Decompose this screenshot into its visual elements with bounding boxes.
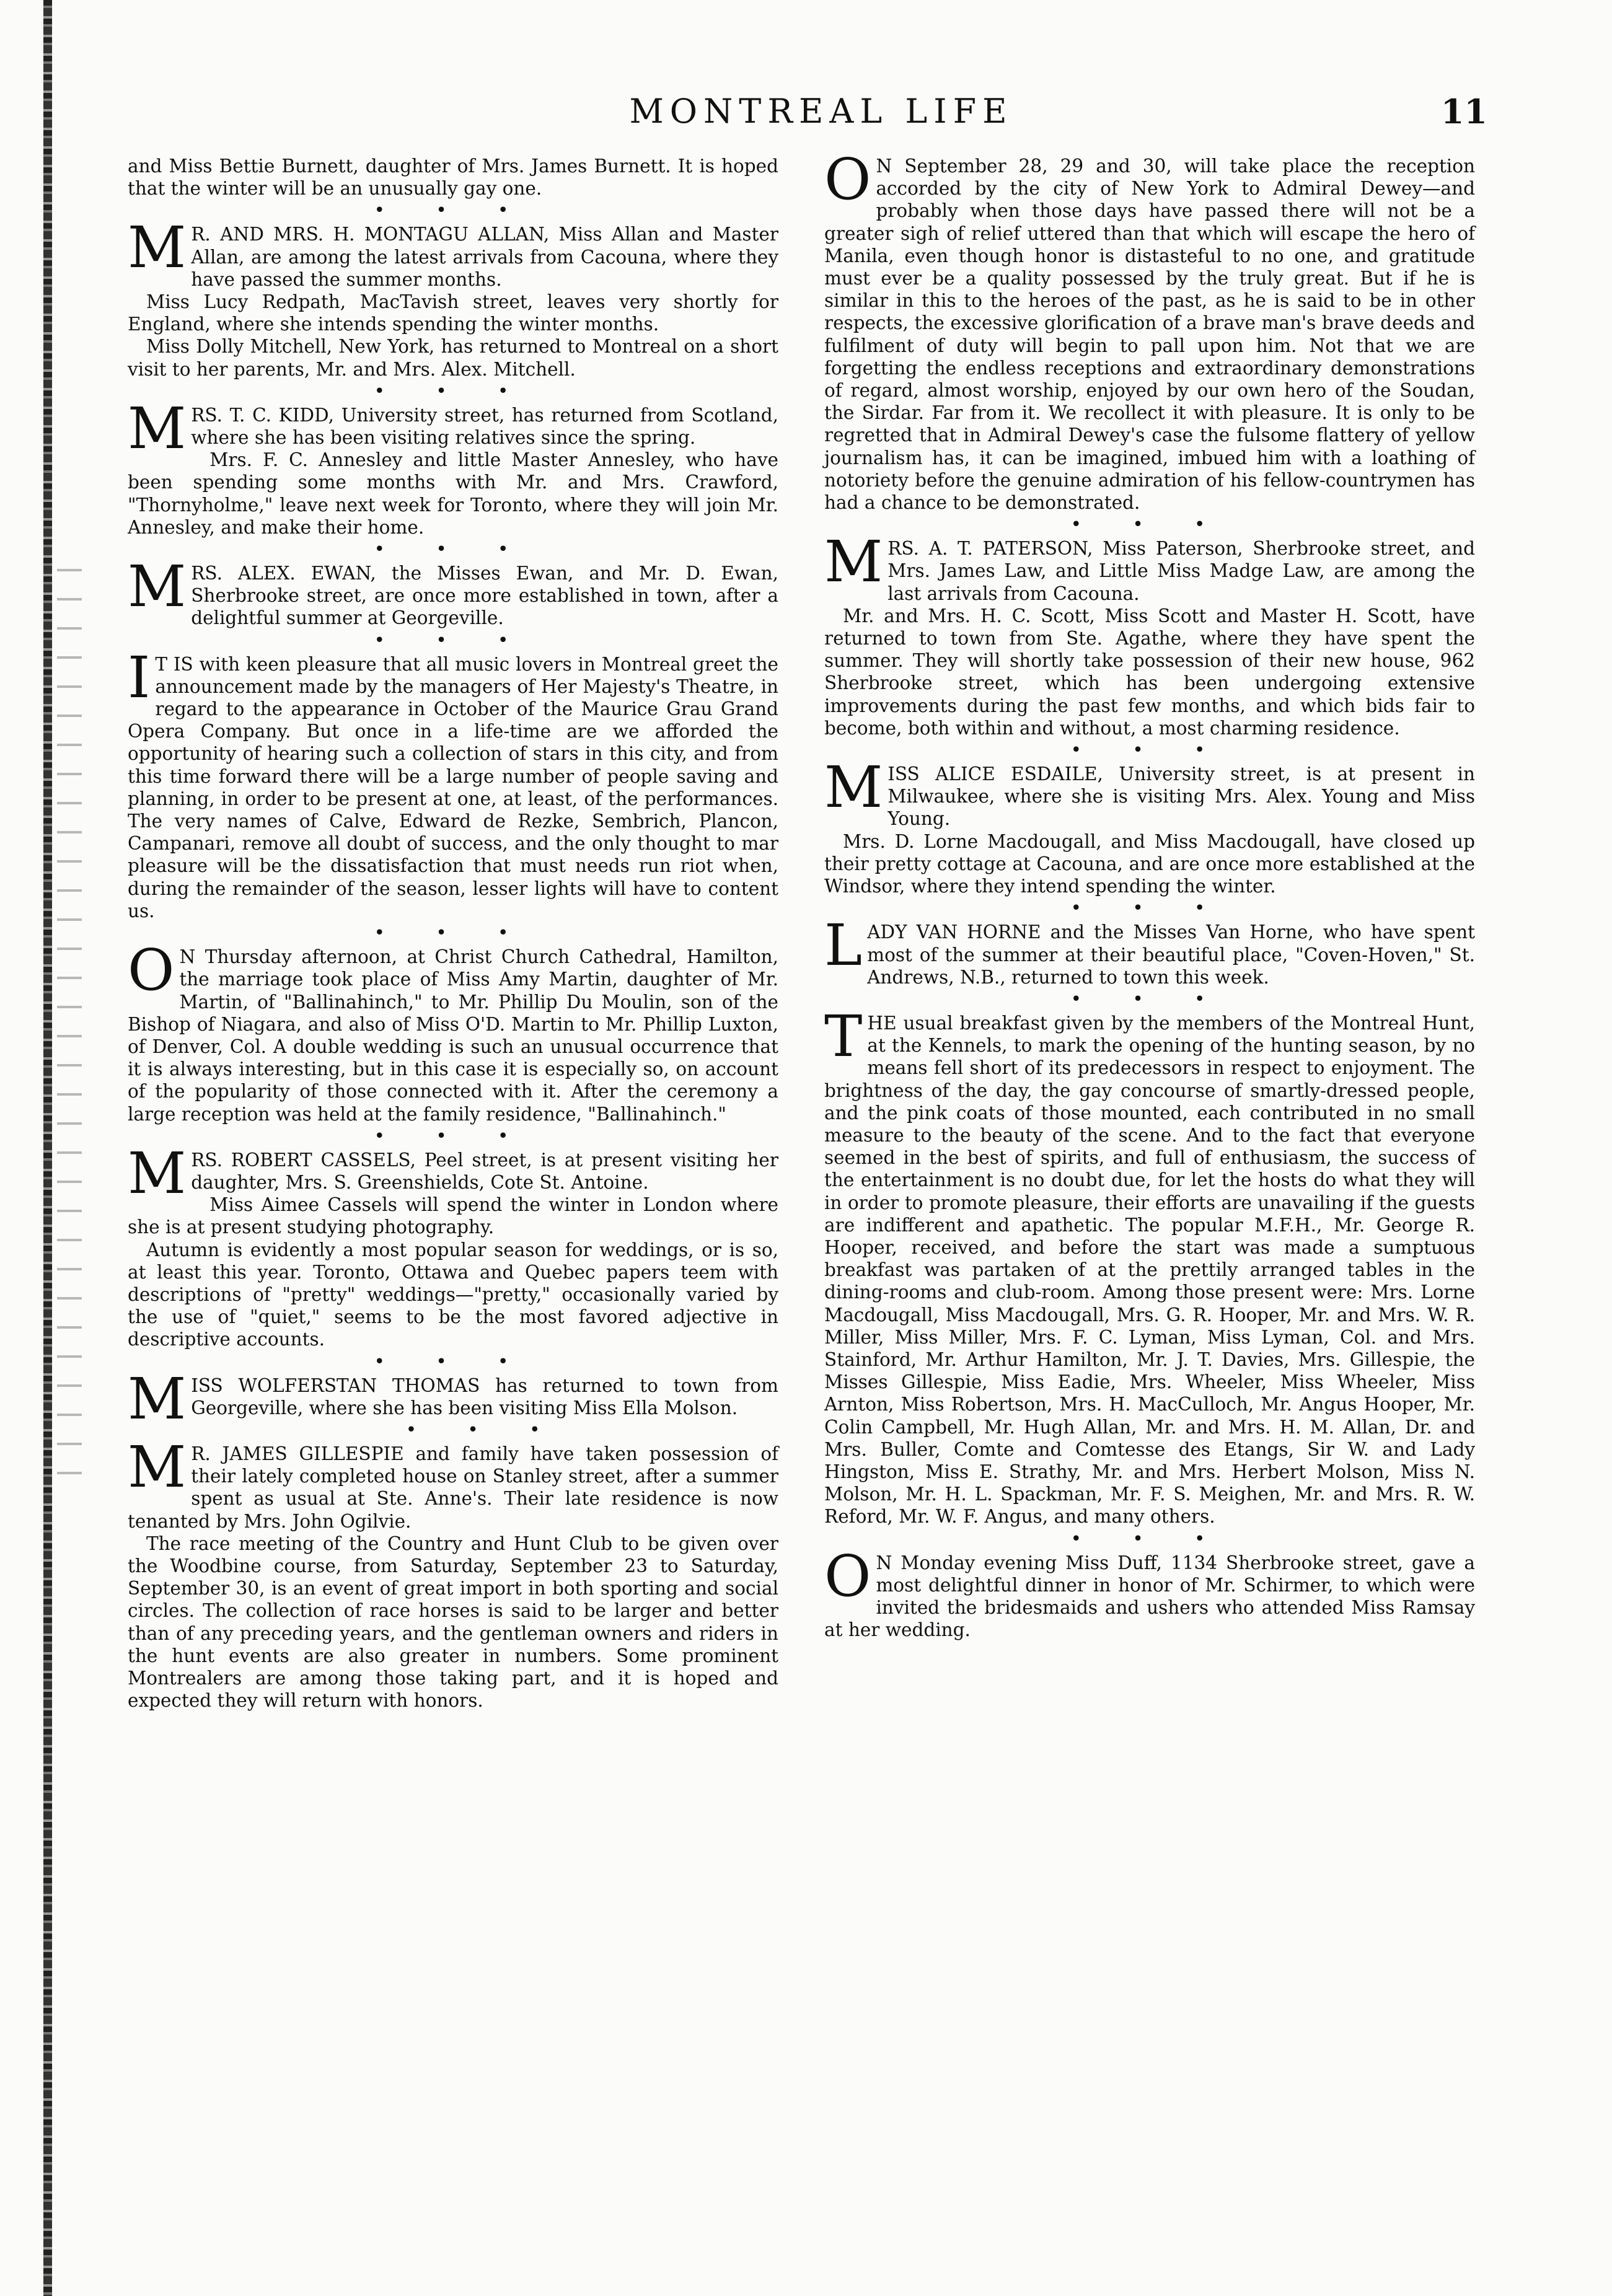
page-header [155,87,1487,136]
article-paragraph: Mrs. D. Lorne Macdougall, and Miss Macdougall, have closed up their pretty cottage at Cacouna, and are once more established at the Windsor, where they intend spending the winter. [824,830,1475,897]
article-paragraph: Mrs. F. C. Annesley and little Master Annesley, who have been spending some months with Mr. and Mrs. Crawford, "Thornyholme," leave next week for Toronto, where they will join Mr. Annesley, and make their home. [128,449,778,538]
article-lead-paragraph: MRS. T. C. KIDD, University street, has returned from Scotland, where she has been visiting relatives since the spring. [128,395,778,462]
binding-shadow [57,558,82,1487]
article-lead-paragraph: THE usual breakfast given by the members of the Montreal Hunt, at the Kennels, to mark the opening of the hunting season, by no means fell short of its predecessors in respect to enjoyment. The brightness of the day, the gay concourse of smartly-dressed people, and the pink coats of those mounted, each contributed in no small measure to the beauty of the scene. And to the fact that everyone seemed in the best of spirits, and full of enthusiasm, the success of the entertainment is no doubt due, for let the hosts do what they will in order to promote pleasure, their efforts are unavailing if the guests are indifferent and apathetic. The popular M.F.H., Mr. George R. Hooper, received, and before the start was made a sumptuous breakfast was partaken of at the prettily arranged tables in the dining-rooms and club-room. Among those present were: Mrs. Lorne Macdougall, Miss Macdougall, Mrs. G. R. Hooper, Mr. and Mrs. W. R. Miller, Miss Miller, Mrs. F. C. Lyman, Miss Lyman, Col. and Mrs. Stainford, Mr. Arthur Hamilton, Mr. J. T. Davies, Mrs. Gillespie, the Misses Gillespie, Miss Eadie, Mrs. Wheeler, Miss Wheeler, Miss Arnton, Miss Robertson, Mrs. H. MacCulloch, Mr. Angus Hooper, Mr. Colin Campbell, Mr. Hugh Allan, Mr. and Mrs. H. M. Allan, Dr. and Mrs. Buller, Comte and Comtesse des Etangs, Sir W. and Lady Hingston, Miss E. Strathy, Mr. and Mrs. Herbert Molson, Miss N. Molson, Mr. H. L. Spackman, Mr. F. S. Meighen, Mr. and Mrs. R. W. Reford, Mr. W. F. Angus, and many others. [824,1003,1475,1528]
article-lead-paragraph: MR. JAMES GILLESPIE and family have taken possession of their lately completed house on Stanley street, after a summer spent as usual at Ste. Anne's. Their late residence is now tenanted by Mrs. John Ogilvie. [128,1433,778,1532]
article-paragraph: Miss Lucy Redpath, MacTavish street, leaves very shortly for England, where she intends spending the winter months. [128,291,778,335]
article-lead-paragraph: MISS ALICE ESDAILE, University street, is at present in Milwaukee, where she is visiting Mrs. Alex. Young and Miss Young. [824,754,1475,830]
right-column [824,146,1475,1641]
article-lead-paragraph: MRS. A. T. PATERSON, Miss Paterson, Sherbrooke street, and Mrs. James Law, and Little Miss Madge Law, are among the last arrivals from Cacouna. [824,529,1475,604]
article-paragraph: Autumn is evidently a most popular season for weddings, or is so, at least this year. Toronto, Ottawa and Quebec papers teem with descriptions of "pretty" weddings—"pretty," occasionally varied by the use of "quiet," seems to be the most favored adjective in descriptive accounts. [128,1239,778,1350]
article-lead-paragraph: MRS. ALEX. EWAN, the Misses Ewan, and Mr. D. Ewan, Sherbrooke street, are once more established in town, after a delightful summer at Georgeville. [128,553,778,629]
section-separator: • • • [1071,899,1228,917]
article-lead-paragraph: LADY VAN HORNE and the Misses Van Horne, who have spent most of the summer at their beautiful place, "Coven-Hoven," St. Andrews, N.B., returned to town this week. [824,912,1475,988]
section-separator: • • • [374,923,532,942]
section-separator: • • • [1071,1529,1228,1547]
section-separator: • • • [374,540,532,558]
article-paragraph: Miss Dolly Mitchell, New York, has returned to Montreal on a short visit to her parents, Mr. and Mrs. Alex. Mitchell. [128,336,778,380]
binding-edge [43,0,52,2296]
left-column [128,155,778,1712]
section-separator: • • • [374,381,532,400]
running-title: MONTREAL LIFE [629,92,1013,131]
article-lead-paragraph: ON Thursday afternoon, at Christ Church Cathedral, Hamilton, the marriage took place of Miss Amy Martin, daughter of Mr. Martin, of "Ballinahinch," to Mr. Phillip Du Moulin, son of the Bishop of Niagara, and also of Miss O'D. Martin to Mr. Phillip Luxton, of Denver, Col. A double wedding is such an unusual occurrence that it is always interesting, but in this case it is especially so, on account of the popularity of those connected with it. After the ceremony a large reception was held at the family residence, "Ballinahinch." [128,937,778,1125]
article-lead-paragraph: MR. AND MRS. H. MONTAGU ALLAN, Miss Allan and Master Allan, are among the latest arrivals from Cacouna, where they have passed the summer months. [128,214,778,290]
section-separator: • • • [374,201,532,219]
article-paragraph: Mr. and Mrs. H. C. Scott, Miss Scott and Master H. Scott, have returned to town from Ste. Agathe, where they have spent the summer. They will shortly take possession of their new house, 962 Sherbrooke street, which has been undergoing extensive improvements during the past few months, and which bids fair to become, both within and without, a most charming residence. [824,605,1475,739]
section-separator: • • • [1071,989,1228,1008]
article-lead-paragraph: MISS WOLFERSTAN THOMAS has returned to town from Georgeville, where she has been visiting Miss Ella Molson. [128,1365,778,1432]
article-lead-paragraph: ON September 28, 29 and 30, will take place the reception accorded by the city of New York to Admiral Dewey—and probably when those days have passed there will not be a greater sigh of relief uttered than that which will escape the hero of Manila, even though honor is distasteful to no one, and gratitude must ever be a quality possessed by the truly great. But if he is similar in this to the heroes of the past, as he is said to be in other respects, the excessive glorification of a brave man's brave deeds and fulfilment of duty will begin to pall upon him. Not that we are forgetting the endless receptions and extraordinary demonstrations of regard, almost worship, enjoyed by our own hero of the Soudan, the Sirdar. Far from it. We recollect it with pleasure. It is only to be regretted that in Admiral Dewey's case the fulsome flattery of yellow journalism has, it can be imagined, imbued him with a loathing of notoriety before the genuine admiration of his fellow-countrymen has had a chance to be demonstrated. [824,146,1475,514]
article-lead-paragraph: MRS. ROBERT CASSELS, Peel street, is at present visiting her daughter, Mrs. S. Greenshields, Cote St. Antoine. [128,1140,778,1207]
article-paragraph: Miss Aimee Cassels will spend the winter in London where she is at present studying photography. [128,1194,778,1238]
section-separator: • • • [1071,515,1228,534]
section-separator: • • • [406,1420,563,1438]
article-paragraph: The race meeting of the Country and Hunt Club to be given over the Woodbine course, from Saturday, September 23 to Saturday, September 30, is an event of great import in both sporting and social circles. The collection of race horses is said to be larger and better than of any preceding years, and the gentleman owners and riders in the hunt events are also greater in numbers. Some prominent Montrealers are among those taking part, and it is hoped and expected they will return with honors. [128,1533,778,1712]
section-separator: • • • [374,1126,532,1145]
section-separator: • • • [374,1352,532,1370]
section-separator: • • • [374,630,532,649]
section-separator: • • • [1071,741,1228,759]
page-number: 11 [1440,92,1487,131]
article-lead-paragraph: IT IS with keen pleasure that all music lovers in Montreal greet the announcement made by the managers of Her Majesty's Theatre, in regard to the appearance in October of the Maurice Grau Grand Opera Company. But once in a life-time are we afforded the opportunity of hearing such a collection of stars in this city, and from this time forward there will be a large number of people saving and planning, in order to be present at one, at least, of the performances. The very names of Calve, Edward de Rezke, Sembrich, Plancon, Campanari, remove all doubt of success, and the only thought to mar pleasure will be the dissatisfaction that must needs run riot when, during the remainder of the season, lesser lights will have to content us. [128,644,778,921]
article-paragraph: and Miss Bettie Burnett, daughter of Mrs. James Burnett. It is hoped that the winter will be an unusually gay one. [128,156,778,200]
article-lead-paragraph: ON Monday evening Miss Duff, 1134 Sherbrooke street, gave a most delightful dinner in honor of Mr. Schirmer, to which were invited the bridesmaids and ushers who attended Miss Ramsay at her wedding. [824,1542,1475,1641]
